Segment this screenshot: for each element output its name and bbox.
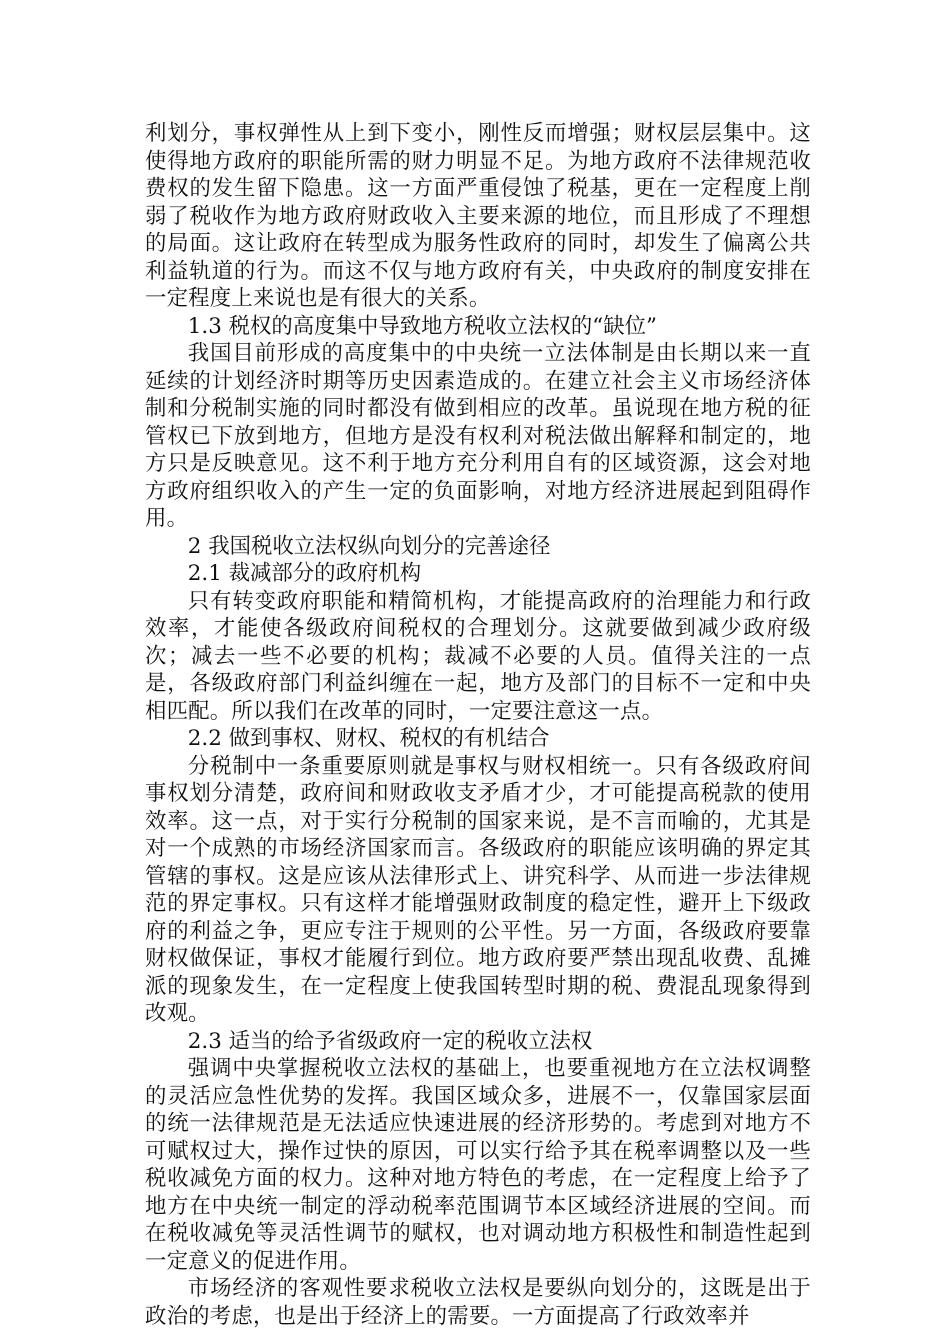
section-heading-2: 2 我国税收立法权纵向划分的完善途径 (187, 533, 551, 559)
paragraph: 市场经济的客观性要求税收立法权是要纵向划分的，这既是出于政治的考虑，也是出于经济上的需要。一方面提高了行政效率并 (145, 1276, 811, 1329)
paragraph: 强调中央掌握税收立法权的基础上，也要重视地方在立法权调整的灵活应急性优势的发挥。我国区域众多，进展不一，仅靠国家层面的统一法律规范是无法适应快速进展的经济形势的。考虑到对地方不可赋权过大，操作过快的原因，可以实行给予其在税率调整以及一些税收减免方面的权力。这种对地方特色的考虑，在一定程度上给予了地方在中央统一制定的浮动税率范围调节本区域经济进展的空间。而在税收减免等灵活性调节的赋权，也对调动地方积极性和制造性起到一定意义的促进作用。 (145, 1056, 811, 1274)
paragraph: 分税制中一条重要原则就是事权与财权相统一。只有各级政府间事权划分清楚，政府间和财政收支矛盾才少，才可能提高税款的使用效率。这一点，对于实行分税制的国家来说，是不言而喻的，尤其是对一个成熟的市场经济国家而言。各级政府的职能应该明确的界定其管辖的事权。这是应该从法律形式上、讲究科学、从而进一步法律规范的界定事权。只有这样才能增强财政制度的稳定性，避开上下级政府的利益之争，更应专注于规则的公平性。另一方面，各级政府要靠财权做保证，事权才能履行到位。地方政府要严禁出现乱收费、乱摊派的现象发生，在一定程度上使我国转型时期的税、费混乱现象得到改观。 (145, 753, 811, 1026)
section-heading-2-1: 2.1 裁减部分的政府机构 (187, 561, 422, 586)
section-heading-1-3: 1.3 税权的高度集中导致地方税收立法权的“缺位” (187, 313, 657, 339)
section-heading-2-2: 2.2 做到事权、财权、税权的有机结合 (187, 726, 550, 751)
paragraph: 我国目前形成的高度集中的中央统一立法体制是由长期以来一直延续的计划经济时期等历史因素造成的。在建立社会主义市场经济体制和分税制实施的同时都没有做到相应的改革。虽说现在地方税的征管权已下放到地方，但地方是没有权利对税法做出解释和制定的，地方只是反映意见。这不利于地方充分利用自有的区域资源，这会对地方政府组织收入的产生一定的负面影响，对地方经济进展起到阻碍作用。 (145, 341, 811, 531)
document-page (145, 120, 811, 1330)
paragraph: 只有转变政府职能和精简机构，才能提高政府的治理能力和行政效率，才能使各级政府间税权的合理划分。这就要做到减少政府级次；减去一些不必要的机构；裁减不必要的人员。值得关注的一点是，各级政府部门利益纠缠在一起，地方及部门的目标不一定和中央相匹配。所以我们在改革的同时，一定要注意这一点。 (145, 588, 811, 724)
paragraph-continued: 利划分，事权弹性从上到下变小，刚性反而增强；财权层层集中。这使得地方政府的职能所需的财力明显不足。为地方政府不法律规范收费权的发生留下隐患。这一方面严重侵蚀了税基，更在一定程度上削弱了税收作为地方政府财政收入主要来源的地位，而且形成了不理想的局面。这让政府在转型成为服务性政府的同时，却发生了偏离公共利益轨道的行为。而这不仅与地方政府有关，中央政府的制度安排在一定程度上来说也是有很大的关系。 (145, 121, 811, 311)
section-heading-2-3: 2.3 适当的给予省级政府一定的税收立法权 (187, 1028, 593, 1054)
